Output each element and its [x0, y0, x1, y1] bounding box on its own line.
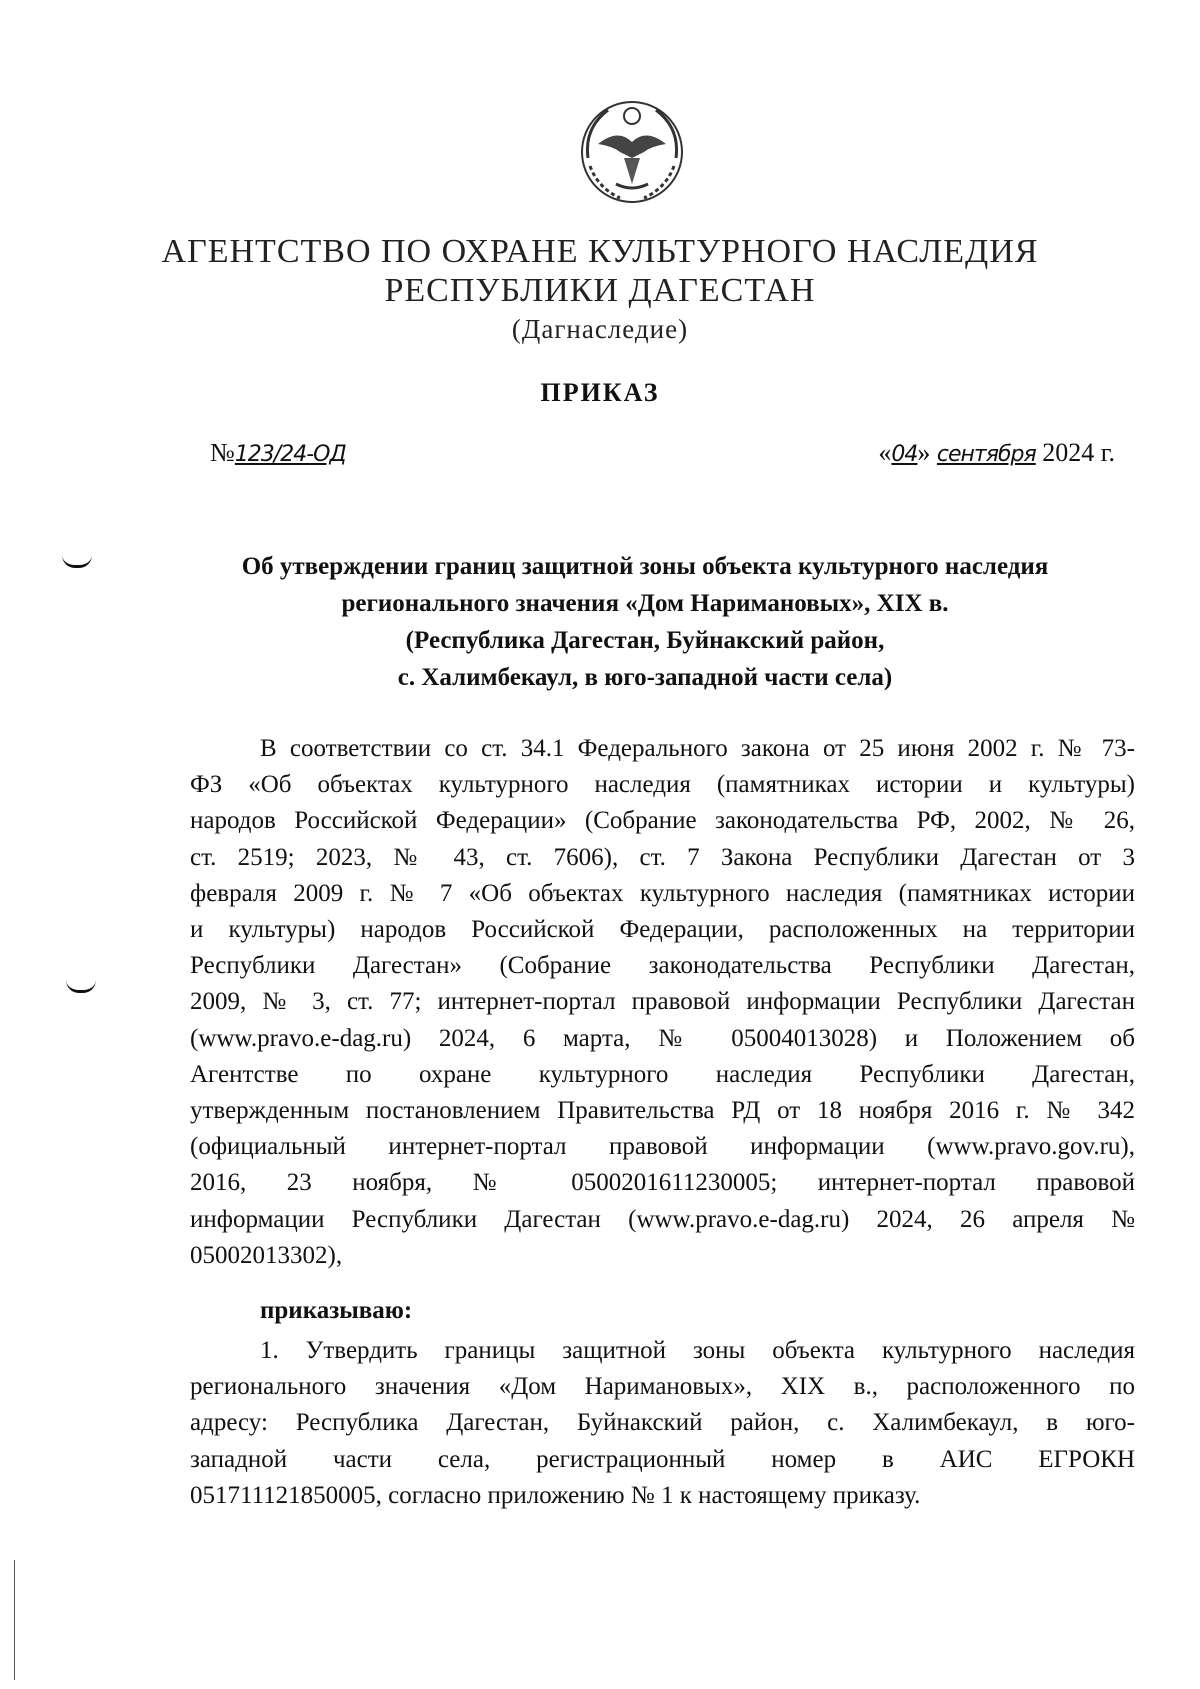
title-line: регионального значения «Дом Наримановых», XIX в. — [341, 590, 949, 617]
order-number — [210, 438, 346, 468]
text-line: регионального значения «Дом Наримановых», XIX в., расположенного по — [190, 1373, 1135, 1401]
date-year: 2024 г. — [1042, 438, 1115, 467]
order-date — [878, 438, 1115, 468]
text-line: В соответствии со ст. 34.1 Федерального закона от 25 июня 2002 г. № 73- — [260, 735, 1135, 762]
text-line: (www.pravo.e-dag.ru) 2024, 6 марта, № 05004013028) и Положением об — [190, 1024, 1135, 1052]
clause-1-paragraph — [190, 1333, 1135, 1514]
text-line: Республики Дагестан» (Собрание законодательства Республики Дагестан, — [190, 952, 1135, 980]
text-line: 2016, 23 ноября, № 0500201611230005; интернет-портал правовой — [190, 1169, 1135, 1197]
order-number-handwritten: 123/24-ОД — [234, 442, 346, 467]
text-line: ст. 2519; 2023, № 43, ст. 7606), ст. 7 Закона Республики Дагестан от 3 — [190, 843, 1135, 871]
text-line: 051711121850005, согласно приложению № 1 к настоящему приказу. — [190, 1481, 921, 1509]
text-line: народов Российской Федерации» (Собрание законодательства РФ, 2002, № 26, — [190, 807, 1135, 835]
text-line: утвержденным постановлением Правительства РД от 18 ноября 2016 г. № 342 — [190, 1097, 1135, 1125]
document-type: ПРИКАЗ — [540, 378, 660, 407]
text-line: западной части села, регистрационный номер в АИС ЕГРОКН — [190, 1445, 1135, 1473]
text-line: информации Республики Дагестан (www.pravo.e-dag.ru) 2024, 26 апреля № — [190, 1205, 1135, 1233]
scan-mark — [66, 980, 96, 993]
text-line: и культуры) народов Российской Федерации, расположенных на территории — [190, 916, 1135, 944]
document-title — [150, 548, 1140, 696]
text-line: 2009, № 3, ст. 77; интернет-портал правовой информации Республики Дагестан — [190, 988, 1135, 1016]
date-open-quote: « — [878, 438, 892, 467]
number-sign: № — [210, 438, 235, 467]
agency-short-name: (Дагнаследие) — [511, 314, 689, 344]
text-line: Агентстве по охране культурного наследия Республики Дагестан, — [190, 1060, 1135, 1088]
date-close-quote: » — [917, 438, 931, 467]
text-line: 1. Утвердить границы защитной зоны объекта культурного наследия — [260, 1337, 1135, 1364]
title-line: (Республика Дагестан, Буйнакский район, — [405, 627, 885, 654]
scan-mark — [62, 555, 92, 568]
text-line: адресу: Республика Дагестан, Буйнакский район, с. Халимбекаул, в юго- — [190, 1409, 1135, 1437]
decree-word: приказываю: — [260, 1297, 413, 1324]
text-line: (официальный интернет-портал правовой информации (www.pravo.gov.ru), — [190, 1133, 1135, 1161]
scan-edge-line — [14, 1560, 15, 1680]
text-line: февраля 2009 г. № 7 «Об объектах культурного наследия (памятниках истории — [190, 879, 1135, 907]
text-line: 05002013302), — [190, 1241, 343, 1269]
coat-of-arms-icon — [568, 88, 696, 216]
agency-name-line1: АГЕНТСТВО ПО ОХРАНЕ КУЛЬТУРНОГО НАСЛЕДИЯ — [161, 233, 1039, 270]
agency-name-line2: РЕСПУБЛИКИ ДАГЕСТАН — [384, 272, 816, 309]
text-line: ФЗ «Об объектах культурного наследия (памятниках истории и культуры) — [190, 771, 1135, 799]
date-month: сентября — [936, 442, 1036, 467]
preamble-paragraph — [190, 731, 1135, 1274]
title-line: Об утверждении границ защитной зоны объекта культурного наследия — [241, 553, 1049, 580]
title-line: с. Халимбекаул, в юго-западной части села) — [397, 664, 893, 691]
date-day: 04 — [891, 442, 918, 467]
